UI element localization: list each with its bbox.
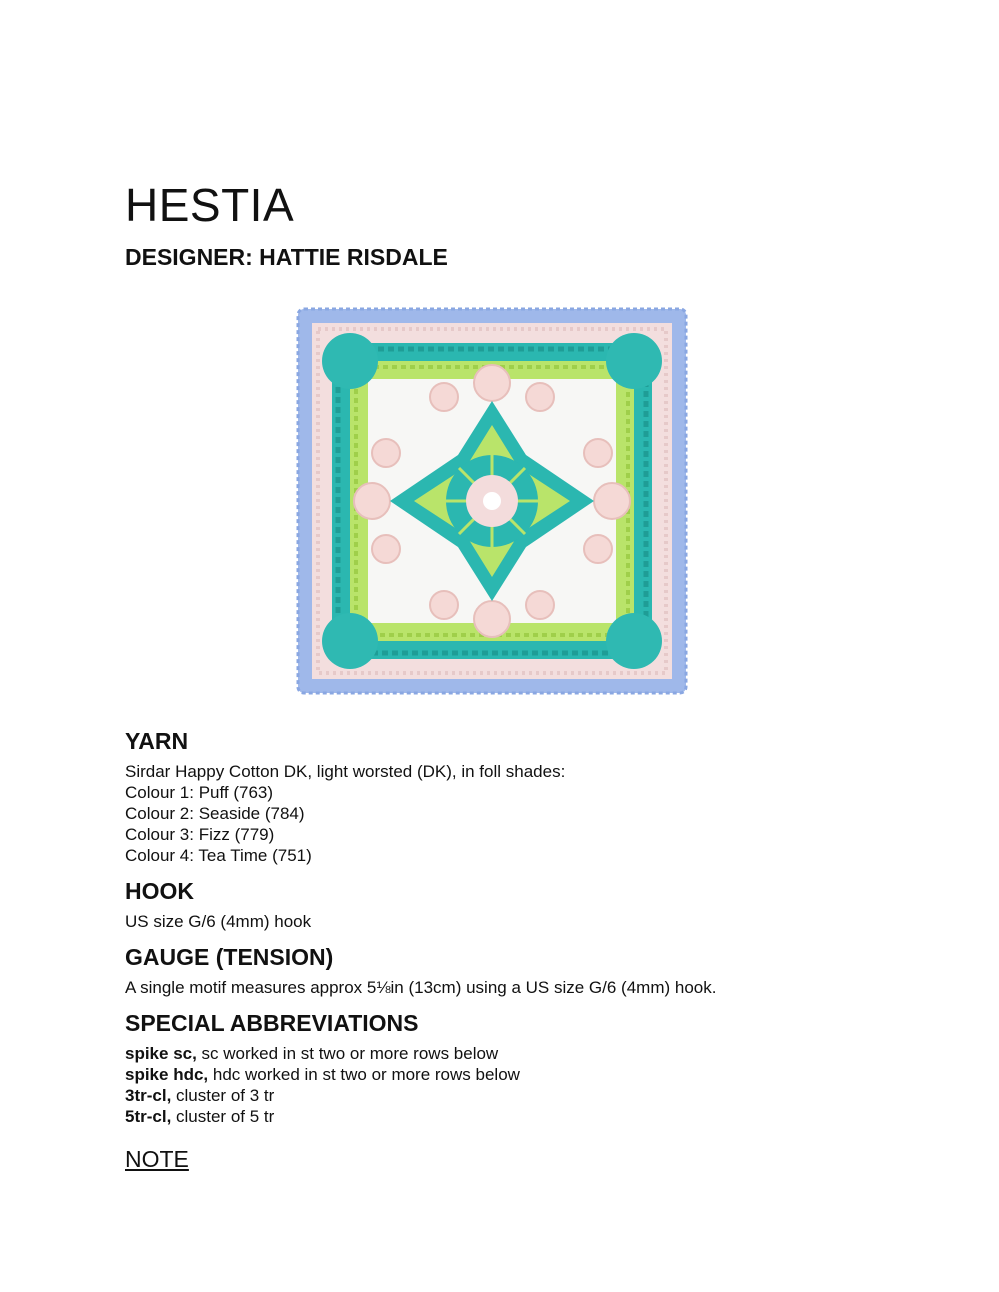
yarn-colour-3: Colour 3: Fizz (779) xyxy=(125,825,275,844)
designer-credit: DESIGNER: HATTIE RISDALE xyxy=(125,244,448,270)
abbreviation-term: 3tr-cl, xyxy=(125,1086,172,1105)
gauge-section xyxy=(125,944,925,998)
crochet-square-motif-image xyxy=(294,305,690,697)
abbreviation-item xyxy=(125,1043,925,1064)
abbreviation-definition: hdc worked in st two or more rows below xyxy=(208,1065,520,1084)
yarn-line: Sirdar Happy Cotton DK, light worsted (DK), in foll shades: xyxy=(125,762,566,781)
hook-line: US size G/6 (4mm) hook xyxy=(125,912,312,931)
abbreviations-body xyxy=(125,1043,925,1127)
yarn-section xyxy=(125,728,925,866)
gauge-heading: GAUGE (TENSION) xyxy=(125,944,334,970)
abbreviation-term: spike sc, xyxy=(125,1044,197,1063)
yarn-colour-1: Colour 1: Puff (763) xyxy=(125,783,274,802)
abbreviation-term: spike hdc, xyxy=(125,1065,209,1084)
hook-section xyxy=(125,878,925,932)
yarn-colour-2: Colour 2: Seaside (784) xyxy=(125,804,305,823)
note-heading: NOTE xyxy=(125,1146,189,1172)
abbreviation-term: 5tr-cl, xyxy=(125,1107,172,1126)
gauge-line: A single motif measures approx 5⅛in (13cm) using a US size G/6 (4mm) hook. xyxy=(125,978,717,997)
hook-heading: HOOK xyxy=(125,878,194,904)
abbreviation-definition: sc worked in st two or more rows below xyxy=(196,1044,499,1063)
abbreviation-item xyxy=(125,1064,925,1085)
abbreviations-heading: SPECIAL ABBREVIATIONS xyxy=(125,1010,419,1036)
abbreviation-definition: cluster of 5 tr xyxy=(171,1107,275,1126)
yarn-body xyxy=(125,761,925,866)
abbreviation-item xyxy=(125,1085,925,1106)
yarn-heading: YARN xyxy=(125,728,189,754)
abbreviations-section xyxy=(125,1010,925,1127)
abbreviation-definition: cluster of 3 tr xyxy=(171,1086,275,1105)
yarn-colour-4: Colour 4: Tea Time (751) xyxy=(125,846,312,865)
pattern-title: HESTIA xyxy=(125,179,295,231)
abbreviation-item xyxy=(125,1106,925,1127)
gauge-body xyxy=(125,977,925,998)
hook-body xyxy=(125,911,925,932)
